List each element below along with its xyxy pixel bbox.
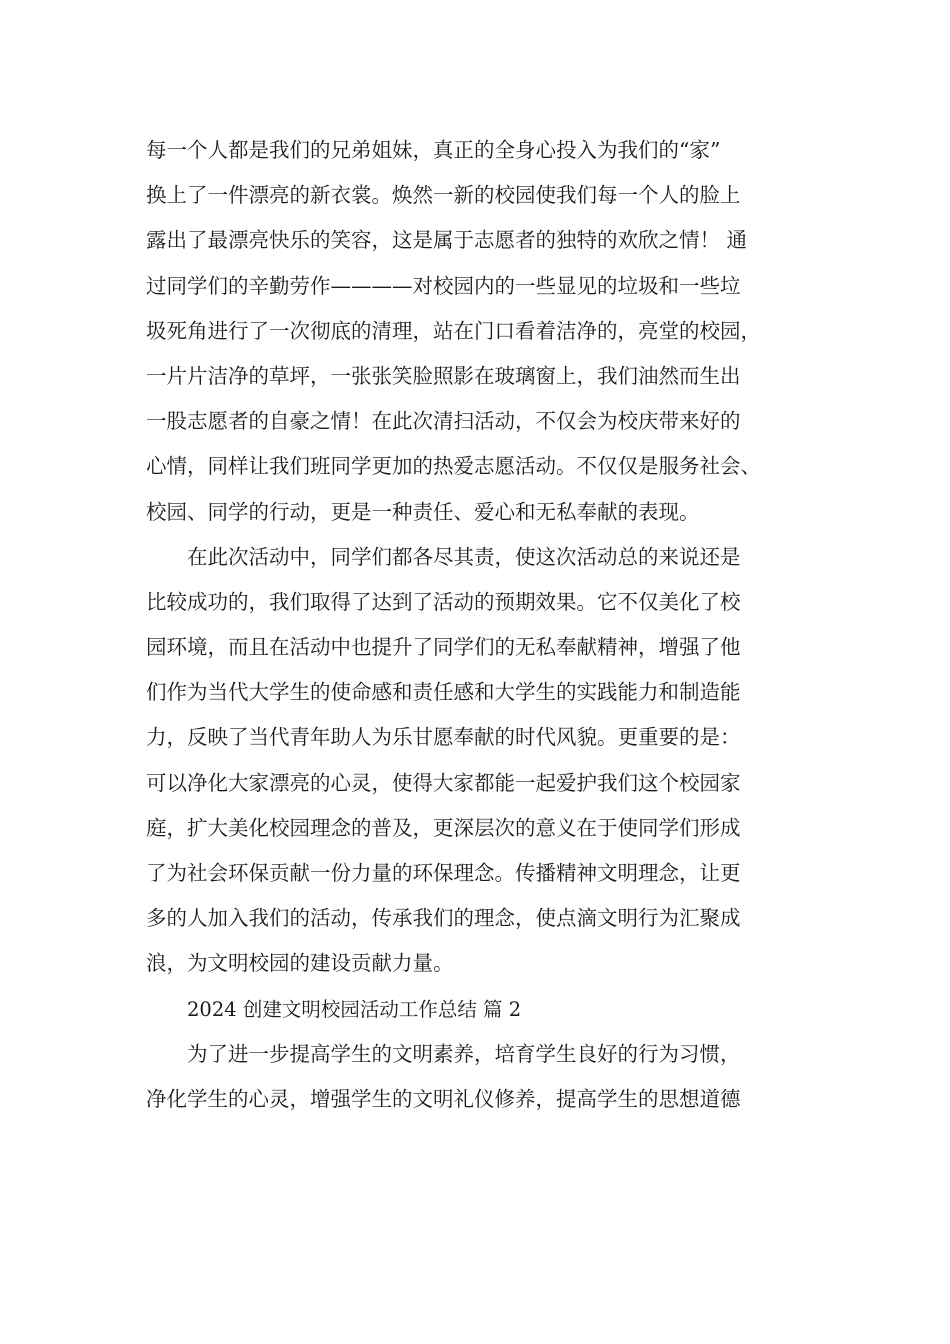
section-heading: 2024 创建文明校园活动工作总结 篇 2 [187, 997, 522, 1021]
paragraph-line: 为了进一步提高学生的文明素养，培育学生良好的行为习惯， [187, 1041, 741, 1066]
paragraph-line: 露出了最漂亮快乐的笑容，这是属于志愿者的独特的欢欣之情！ 通 [146, 228, 748, 253]
paragraph-line: 可以净化大家漂亮的心灵，使得大家都能一起爱护我们这个校园家 [146, 770, 741, 795]
paragraph-line: 心情，同样让我们班同学更加的热爱志愿活动。不仅仅是服务社会、 [146, 454, 761, 479]
paragraph-line: 净化学生的心灵，增强学生的文明礼仪修养，提高学生的思想道德 [146, 1086, 741, 1111]
paragraph-line: 多的人加入我们的活动，传承我们的理念，使点滴文明行为汇聚成 [146, 906, 741, 931]
paragraph-line: 力，反映了当代青年助人为乐甘愿奉献的时代风貌。更重要的是： [146, 725, 741, 750]
paragraph-line: 浪，为文明校园的建设贡献力量。 [146, 951, 454, 976]
paragraph-line: 比较成功的，我们取得了达到了活动的预期效果。它不仅美化了校 [146, 589, 741, 614]
paragraph-line: 在此次活动中，同学们都各尽其责，使这次活动总的来说还是 [187, 544, 741, 569]
body-text [146, 128, 836, 1122]
paragraph-line: 们作为当代大学生的使命感和责任感和大学生的实践能力和制造能 [146, 680, 741, 705]
paragraph-line: 园环境，而且在活动中也提升了同学们的无私奉献精神，增强了他 [146, 635, 741, 660]
paragraph-line: 庭，扩大美化校园理念的普及，更深层次的意义在于使同学们形成 [146, 815, 741, 840]
paragraph-line: 一片片洁净的草坪，一张张笑脸照影在玻璃窗上，我们油然而生出 [146, 363, 741, 388]
paragraph-line: 换上了一件漂亮的新衣裳。焕然一新的校园使我们每一个人的脸上 [146, 183, 741, 208]
paragraph-line: 圾死角进行了一次彻底的清理，站在门口看着洁净的，亮堂的校园， [146, 318, 761, 343]
paragraph-line: 一股志愿者的自豪之情！在此次清扫活动，不仅会为校庆带来好的 [146, 409, 741, 434]
paragraph-line: 每一个人都是我们的兄弟姐妹，真正的全身心投入为我们的“家” [146, 138, 721, 162]
paragraph-line: 校园、同学的行动，更是一种责任、爱心和无私奉献的表现。 [146, 499, 700, 524]
paragraph-line: 过同学们的辛勤劳作————对校园内的一些显见的垃圾和一些垃 [146, 273, 741, 298]
paragraph-line: 了为社会环保贡献一份力量的环保理念。传播精神文明理念，让更 [146, 861, 741, 885]
